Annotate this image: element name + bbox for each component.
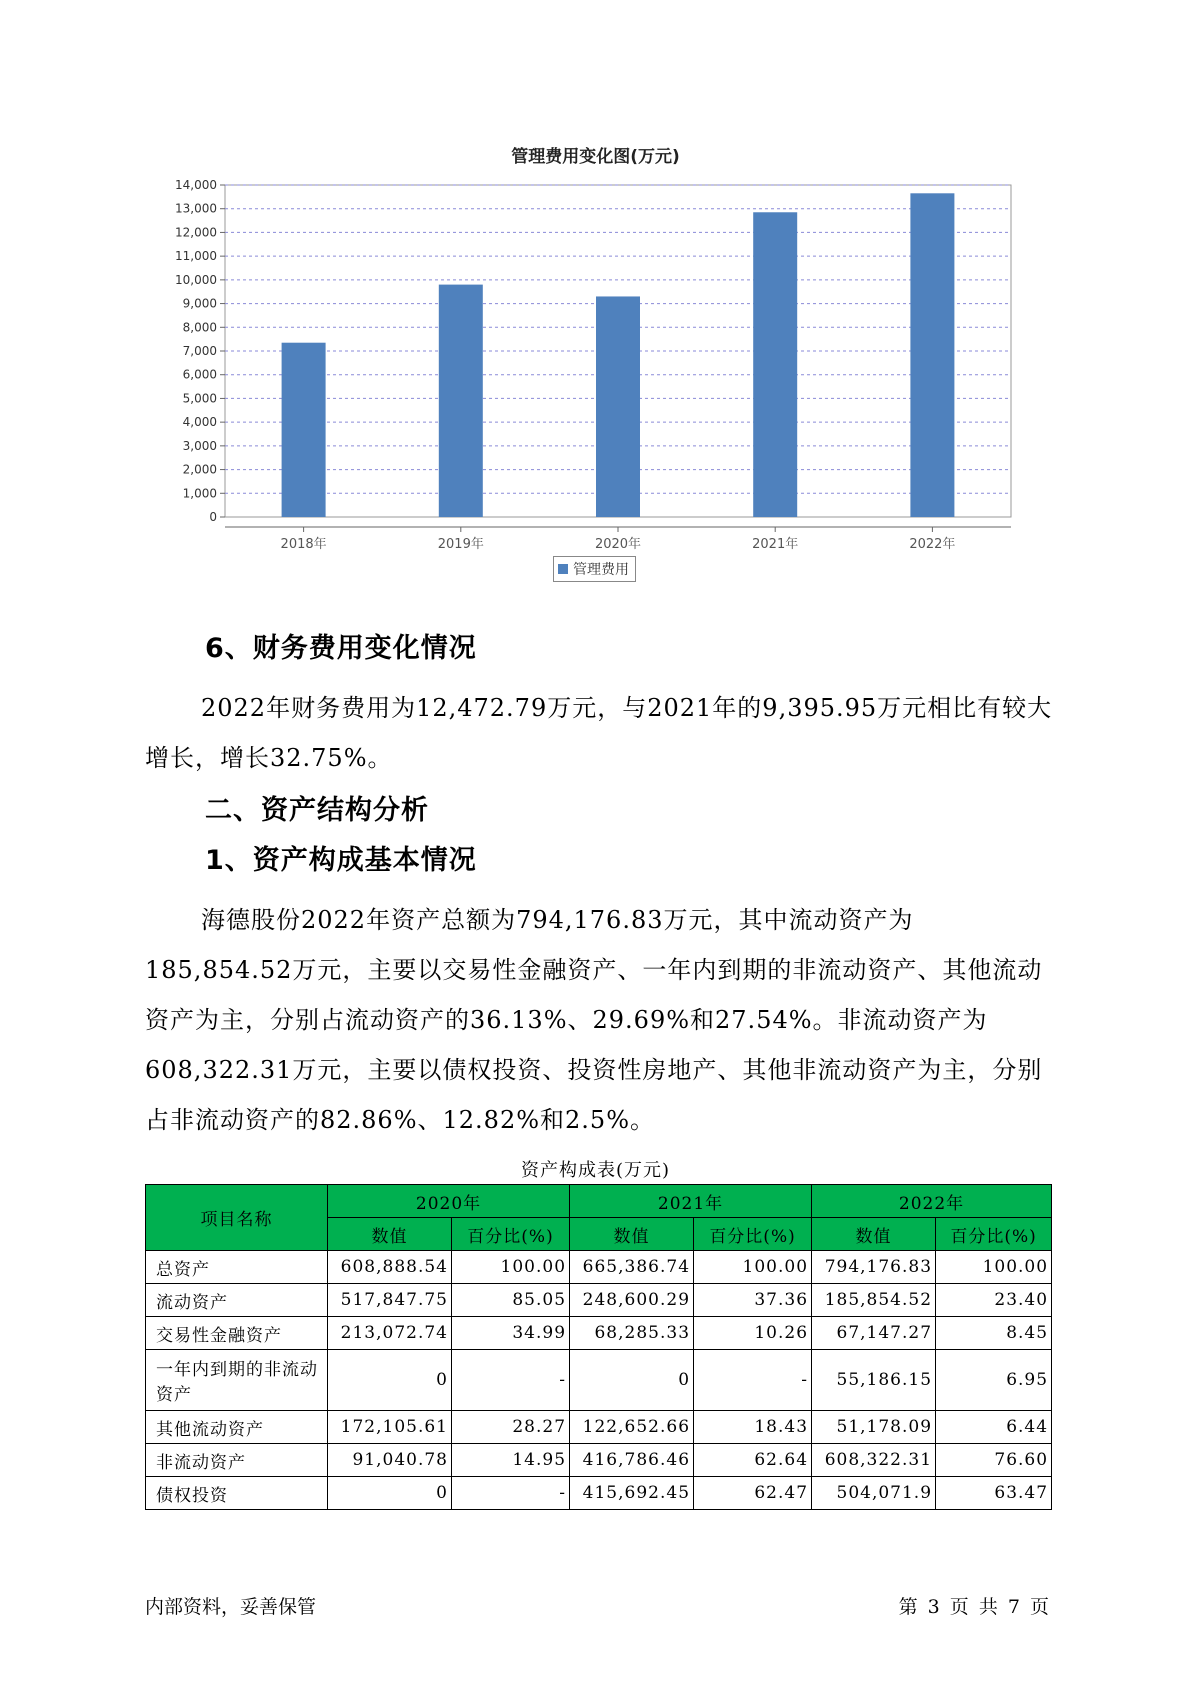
header-value: 数值: [812, 1218, 936, 1251]
row-label: 非流动资产: [146, 1444, 328, 1477]
cell-value: 504,071.9: [812, 1477, 936, 1510]
y-tick-label: 3,000: [182, 438, 217, 453]
heading-finance-expense: 6、财务费用变化情况: [205, 633, 477, 664]
table-row: [146, 1477, 1052, 1510]
cell-percent: 76.60: [936, 1444, 1052, 1477]
x-tick-label: 2019年: [437, 537, 484, 552]
cell-value: 415,692.45: [570, 1477, 694, 1510]
cell-value: 0: [328, 1477, 452, 1510]
y-tick-label: 0: [209, 510, 217, 524]
x-tick-label: 2020年: [594, 537, 642, 552]
cell-percent: 10.26: [694, 1317, 812, 1350]
y-tick-label: 11,000: [175, 249, 217, 264]
y-tick-label: 7,000: [182, 344, 217, 358]
table-row: [146, 1350, 1052, 1411]
row-label: 一年内到期的非流动资产: [146, 1350, 328, 1411]
cell-percent: 100.00: [694, 1251, 812, 1284]
cell-percent: 6.95: [936, 1350, 1052, 1411]
x-tick-label: 2022年: [909, 537, 956, 552]
cell-value: 185,854.52: [812, 1284, 936, 1317]
x-tick-label: 2021年: [752, 537, 799, 552]
row-label: 债权投资: [146, 1477, 328, 1510]
x-tick-label: 2018年: [280, 537, 327, 552]
cell-value: 172,105.61: [328, 1411, 452, 1444]
cell-value: 794,176.83: [812, 1251, 936, 1284]
cell-value: 91,040.78: [328, 1444, 452, 1477]
cell-value: 416,786.46: [570, 1444, 694, 1477]
cell-value: 67,147.27: [812, 1317, 936, 1350]
header-percent: 百分比(%): [936, 1218, 1052, 1251]
header-item-name: 项目名称: [146, 1185, 328, 1251]
heading-asset-structure: 二、资产结构分析: [205, 795, 429, 826]
cell-value: 517,847.75: [328, 1284, 452, 1317]
header-year: 2022年: [812, 1185, 1052, 1218]
cell-percent: -: [694, 1350, 812, 1411]
header-value: 数值: [328, 1218, 452, 1251]
table-caption: 资产构成表(万元): [520, 1160, 671, 1181]
y-tick-label: 8,000: [182, 320, 217, 335]
row-label: 交易性金融资产: [146, 1317, 328, 1350]
bar: [596, 296, 640, 517]
cell-value: 0: [328, 1350, 452, 1411]
y-tick-label: 10,000: [175, 272, 217, 287]
cell-value: 0: [570, 1350, 694, 1411]
cell-value: 608,322.31: [812, 1444, 936, 1477]
cell-percent: 85.05: [452, 1284, 570, 1317]
cell-percent: 62.64: [694, 1444, 812, 1477]
row-label: 其他流动资产: [146, 1411, 328, 1444]
y-tick-label: 5,000: [182, 391, 217, 406]
header-percent: 百分比(%): [694, 1218, 812, 1251]
table-row: [146, 1284, 1052, 1317]
y-tick-label: 13,000: [175, 201, 217, 216]
row-label: 总资产: [146, 1251, 328, 1284]
y-tick-label: 14,000: [175, 178, 217, 192]
cell-value: 55,186.15: [812, 1350, 936, 1411]
cell-value: 68,285.33: [570, 1317, 694, 1350]
bar: [910, 193, 954, 517]
y-tick-label: 1,000: [182, 486, 217, 501]
cell-percent: -: [452, 1477, 570, 1510]
cell-percent: 8.45: [936, 1317, 1052, 1350]
paragraph-finance-expense: 2022年财务费用为12,472.79万元，与2021年的9,395.95万元相比有较大增长，增长32.75%。: [145, 694, 1053, 772]
legend-label: 管理费用: [573, 562, 629, 578]
cell-value: 122,652.66: [570, 1411, 694, 1444]
y-tick-label: 2,000: [182, 462, 217, 477]
cell-percent: 6.44: [936, 1411, 1052, 1444]
cell-value: 248,600.29: [570, 1284, 694, 1317]
footer-page-number: 第 3 页 共 7 页: [898, 1596, 1051, 1618]
y-tick-label: 12,000: [175, 225, 217, 240]
y-tick-label: 4,000: [182, 415, 217, 430]
cell-percent: 23.40: [936, 1284, 1052, 1317]
cell-value: 213,072.74: [328, 1317, 452, 1350]
cell-percent: 100.00: [452, 1251, 570, 1284]
chart-legend: [553, 556, 636, 582]
table-row: [146, 1317, 1052, 1350]
cell-percent: 34.99: [452, 1317, 570, 1350]
y-tick-label: 6,000: [182, 367, 217, 382]
cell-percent: 37.36: [694, 1284, 812, 1317]
row-label: 流动资产: [146, 1284, 328, 1317]
bar: [282, 343, 326, 517]
bar: [439, 285, 483, 517]
cell-percent: 18.43: [694, 1411, 812, 1444]
y-tick-label: 9,000: [182, 296, 217, 311]
cell-percent: -: [452, 1350, 570, 1411]
header-year: 2020年: [328, 1185, 570, 1218]
bar: [753, 212, 797, 517]
cell-value: 665,386.74: [570, 1251, 694, 1284]
bar-chart: [0, 0, 1191, 600]
cell-percent: 100.00: [936, 1251, 1052, 1284]
table-row: [146, 1411, 1052, 1444]
footer-confidential: 内部资料，妥善保管: [145, 1596, 317, 1618]
asset-table: [145, 1184, 1052, 1510]
heading-asset-composition: 1、资产构成基本情况: [205, 845, 477, 876]
cell-percent: 62.47: [694, 1477, 812, 1510]
header-year: 2021年: [570, 1185, 812, 1218]
cell-percent: 63.47: [936, 1477, 1052, 1510]
chart-title: 管理费用变化图(万元): [511, 147, 680, 167]
header-percent: 百分比(%): [452, 1218, 570, 1251]
cell-value: 608,888.54: [328, 1251, 452, 1284]
cell-percent: 28.27: [452, 1411, 570, 1444]
cell-percent: 14.95: [452, 1444, 570, 1477]
table-row: [146, 1444, 1052, 1477]
paragraph-asset-composition: 海德股份2022年资产总额为794,176.83万元，其中流动资产为185,854.52万元，主要以交易性金融资产、一年内到期的非流动资产、其他流动资产为主，分别占流动资产的36.13%、29.69%和27.54%。非流动资产为608,322.31万元，主要以债权投资、投资性房地产、其他非流动资产为主，分别占非流动资产的82.86%、12.82%和2.5%。: [145, 906, 1043, 1134]
table-row: [146, 1251, 1052, 1284]
cell-value: 51,178.09: [812, 1411, 936, 1444]
legend-swatch: [558, 564, 568, 574]
header-value: 数值: [570, 1218, 694, 1251]
